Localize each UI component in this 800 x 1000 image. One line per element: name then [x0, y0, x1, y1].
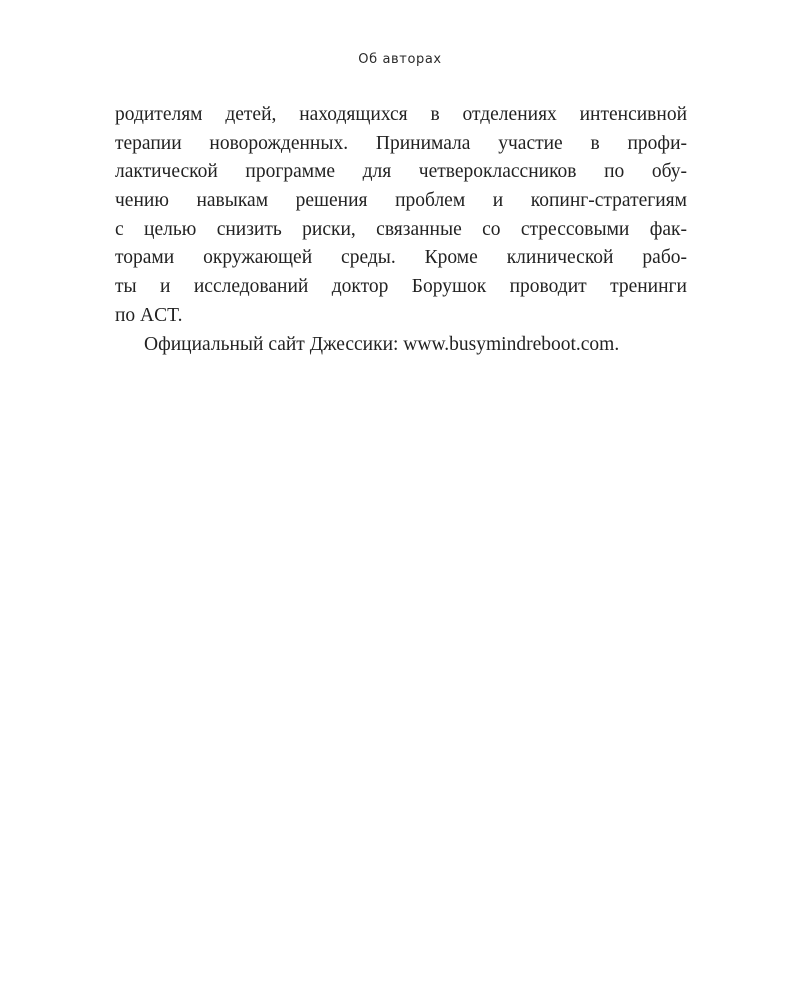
- paragraph-line: лактической программе для четвероклассников по обу-: [115, 161, 687, 183]
- running-header: Об авторах: [358, 52, 442, 67]
- paragraph-line: с целью снизить риски, связанные со стрессовыми фак-: [115, 218, 687, 240]
- paragraph-line: чению навыкам решения проблем и копинг-стратегиям: [115, 190, 687, 212]
- website-paragraph: Официальный сайт Джессики: www.busymindreboot.com.: [144, 333, 620, 355]
- body-text: [115, 101, 687, 359]
- paragraph-line: родителям детей, находящихся в отделениях интенсивной: [115, 104, 687, 125]
- paragraph-line: терапии новорожденных. Принимала участие в профи-: [115, 132, 687, 154]
- paragraph-line: торами окружающей среды. Кроме клинической рабо-: [115, 247, 687, 269]
- paragraph-line: по ACT.: [115, 304, 183, 326]
- paragraph-line: ты и исследований доктор Борушок проводит тренинги: [115, 276, 687, 298]
